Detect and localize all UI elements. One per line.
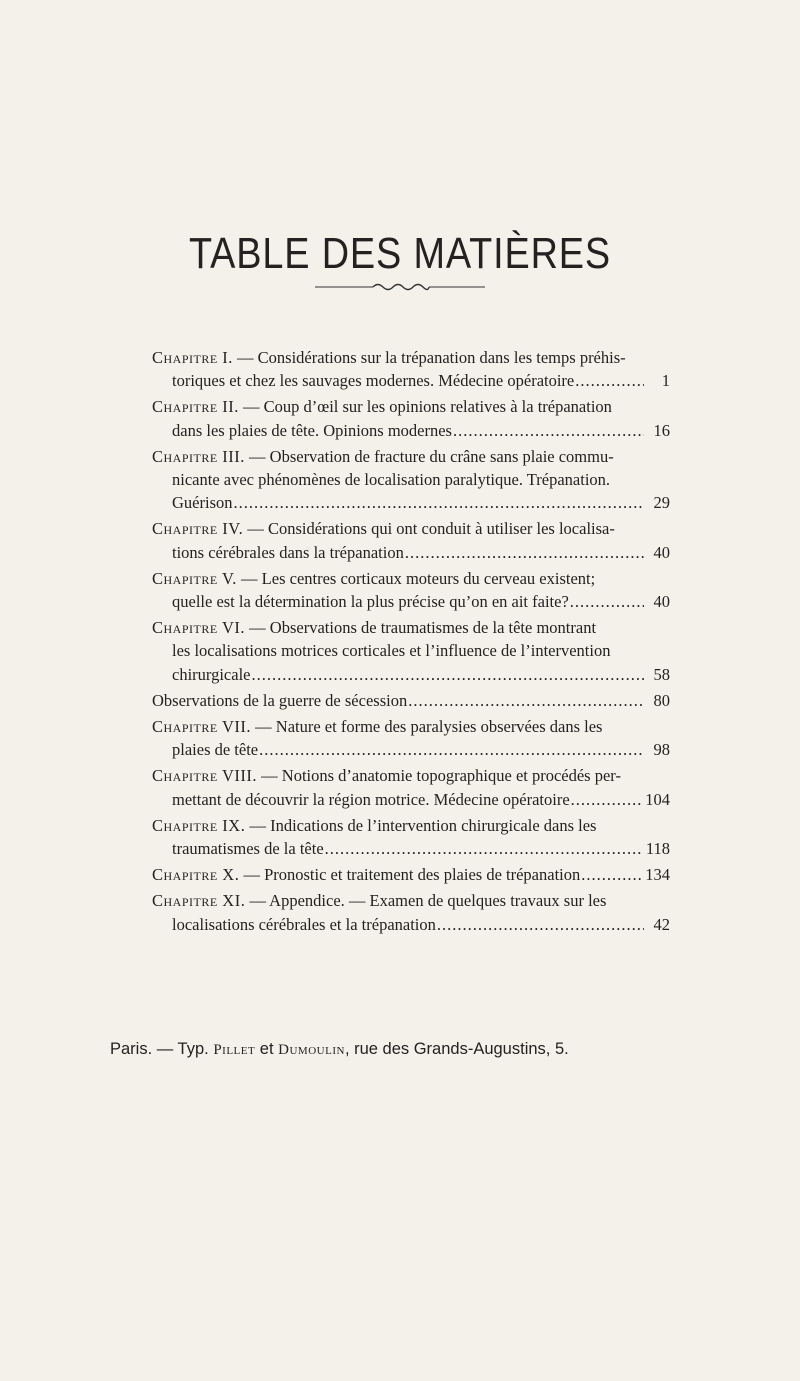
toc-entry bbox=[152, 445, 670, 515]
toc-entry-last-line bbox=[152, 369, 670, 392]
chapter-title-rest: — Pronostic et traitement des plaies de trépanation bbox=[239, 865, 581, 885]
toc-entry bbox=[152, 715, 670, 761]
toc-entry-last-line bbox=[152, 663, 670, 686]
chapter-label: Chapitre VIII. bbox=[152, 766, 258, 786]
chapter-title-text: dans les plaies de tête. Opinions modernes bbox=[172, 420, 452, 440]
chapter-label: Chapitre IX. bbox=[152, 815, 246, 835]
chapter-label: Chapitre IV. bbox=[152, 519, 244, 539]
page-number: 16 bbox=[653, 420, 670, 440]
chapter-title-text: mettant de découvrir la région motrice. Médecine opératoire bbox=[172, 789, 570, 809]
leader-dots bbox=[405, 541, 644, 564]
chapter-title-text: plaies de tête bbox=[172, 740, 259, 760]
page-number: 42 bbox=[653, 914, 670, 934]
toc-entry-last-line bbox=[152, 913, 670, 936]
chapter-label: Chapitre XI. bbox=[152, 891, 246, 911]
toc-entry-last-line bbox=[152, 419, 670, 442]
toc-entry-line bbox=[152, 889, 670, 912]
toc-entry-line bbox=[152, 346, 670, 369]
page-number: 98 bbox=[653, 740, 670, 760]
chapter-title-text: — Nature et forme des paralysies observées dans les bbox=[255, 717, 603, 737]
toc-entry-line bbox=[152, 814, 670, 837]
toc-entry-last-line bbox=[152, 541, 670, 564]
chapter-label: Chapitre V. bbox=[152, 568, 237, 588]
chapter-title-text: — Les centres corticaux moteurs du cerveau existent; bbox=[241, 568, 596, 588]
leader-dots bbox=[575, 369, 644, 392]
chapter-title-text bbox=[152, 863, 580, 886]
page-number: 58 bbox=[653, 664, 670, 684]
imprint-printer-1: Pillet bbox=[213, 1042, 256, 1058]
page-title: TABLE DES MATIÈRES bbox=[188, 229, 611, 279]
toc-entry bbox=[152, 863, 670, 886]
chapter-title-text: les localisations motrices corticales et l’influence de l’intervention bbox=[172, 641, 611, 661]
chapter-title-text: tions cérébrales dans la trépanation bbox=[172, 542, 404, 562]
toc-entry bbox=[152, 764, 670, 810]
leader-dots bbox=[234, 491, 645, 514]
toc-entry-line bbox=[152, 517, 670, 540]
toc-entry bbox=[152, 689, 670, 712]
imprint-printer-2: Dumoulin bbox=[278, 1042, 345, 1058]
chapter-title-text: — Considérations sur la trépanation dans les temps préhis- bbox=[237, 348, 626, 367]
chapter-title-text: — Considérations qui ont conduit à utiliser les localisa- bbox=[247, 519, 615, 539]
chapter-title-text: localisations cérébrales et la trépanation bbox=[172, 914, 436, 934]
page-number: 134 bbox=[645, 865, 670, 885]
toc-entry-last-line bbox=[152, 788, 670, 811]
leader-dots bbox=[325, 837, 642, 860]
page-number: 40 bbox=[653, 592, 670, 612]
chapter-label: Chapitre VI. bbox=[152, 618, 246, 638]
toc-entry-last-line bbox=[152, 590, 670, 613]
leader-dots bbox=[570, 590, 644, 613]
page-number: 118 bbox=[645, 839, 670, 859]
toc-entry-last-line bbox=[152, 837, 670, 860]
chapter-title-text: — Observations de traumatismes de la tête montrant bbox=[249, 618, 597, 638]
imprint-typ: — Typ. bbox=[152, 1040, 214, 1058]
leader-dots bbox=[408, 689, 644, 712]
chapter-title-text: — Notions d’anatomie topographique et procédés per- bbox=[261, 766, 621, 786]
leader-dots bbox=[581, 863, 641, 886]
toc-entry-last-line bbox=[152, 738, 670, 761]
chapter-title-text: chirurgicale bbox=[172, 664, 251, 684]
imprint-and: et bbox=[255, 1040, 279, 1058]
chapter-title-text: Observations de la guerre de sécession bbox=[152, 690, 408, 710]
toc-entry bbox=[152, 814, 670, 860]
chapter-title-text: quelle est la détermination la plus précise qu’on en ait faite? bbox=[172, 592, 569, 612]
toc-entry bbox=[152, 517, 670, 563]
toc-entry bbox=[152, 346, 670, 392]
page-number: 80 bbox=[653, 690, 670, 710]
toc-entry-last-line bbox=[152, 491, 670, 514]
chapter-title-text: nicante avec phénomènes de localisation paralytique. Trépanation. bbox=[172, 470, 611, 490]
toc-entry-last-line bbox=[152, 863, 670, 886]
chapter-title-text: toriques et chez les sauvages modernes. Médecine opératoire bbox=[172, 371, 575, 391]
imprint-address: , rue des Grands-Augustins, 5. bbox=[344, 1040, 569, 1058]
toc-entry-line bbox=[152, 445, 670, 468]
chapter-title-text: — Appendice. — Examen de quelques travaux sur les bbox=[249, 891, 607, 911]
toc-entry-line bbox=[152, 395, 670, 418]
chapter-title-text: traumatismes de la tête bbox=[172, 839, 324, 859]
printer-imprint bbox=[110, 1040, 690, 1059]
leader-dots bbox=[453, 419, 644, 442]
toc-entry bbox=[152, 567, 670, 613]
leader-dots bbox=[252, 663, 645, 686]
page-number: 29 bbox=[653, 493, 670, 513]
leader-dots bbox=[571, 788, 642, 811]
chapter-label: Chapitre X. bbox=[152, 865, 240, 885]
chapter-label: Chapitre III. bbox=[152, 446, 245, 466]
chapter-title-text: — Coup d’œil sur les opinions relatives à la trépanation bbox=[243, 397, 612, 417]
toc-entry-line bbox=[152, 764, 670, 787]
toc-entry-line bbox=[152, 715, 670, 738]
leader-dots bbox=[437, 913, 644, 936]
chapter-title-text: — Indications de l’intervention chirurgicale dans les bbox=[249, 815, 597, 835]
toc-entry-line bbox=[152, 639, 670, 662]
page-number: 40 bbox=[653, 542, 670, 562]
toc-entry-line bbox=[152, 616, 670, 639]
toc-entry-line bbox=[152, 468, 670, 491]
chapter-label: Chapitre I. bbox=[152, 348, 233, 367]
toc-entry-last-line bbox=[152, 689, 670, 712]
leader-dots bbox=[259, 738, 644, 761]
chapter-label: Chapitre II. bbox=[152, 397, 239, 417]
page-number: 104 bbox=[645, 789, 670, 809]
table-of-contents bbox=[152, 346, 670, 939]
toc-entry bbox=[152, 616, 670, 686]
page-number: 1 bbox=[661, 371, 670, 391]
imprint-city: Paris. bbox=[110, 1040, 153, 1058]
chapter-title-text: — Observation de fracture du crâne sans plaie commu- bbox=[249, 446, 614, 466]
toc-entry bbox=[152, 395, 670, 441]
toc-entry-line bbox=[152, 567, 670, 590]
chapter-label: Chapitre VII. bbox=[152, 717, 252, 737]
chapter-title-text: Guérison bbox=[172, 493, 233, 513]
toc-entry bbox=[152, 889, 670, 935]
ornament-divider bbox=[315, 282, 485, 292]
